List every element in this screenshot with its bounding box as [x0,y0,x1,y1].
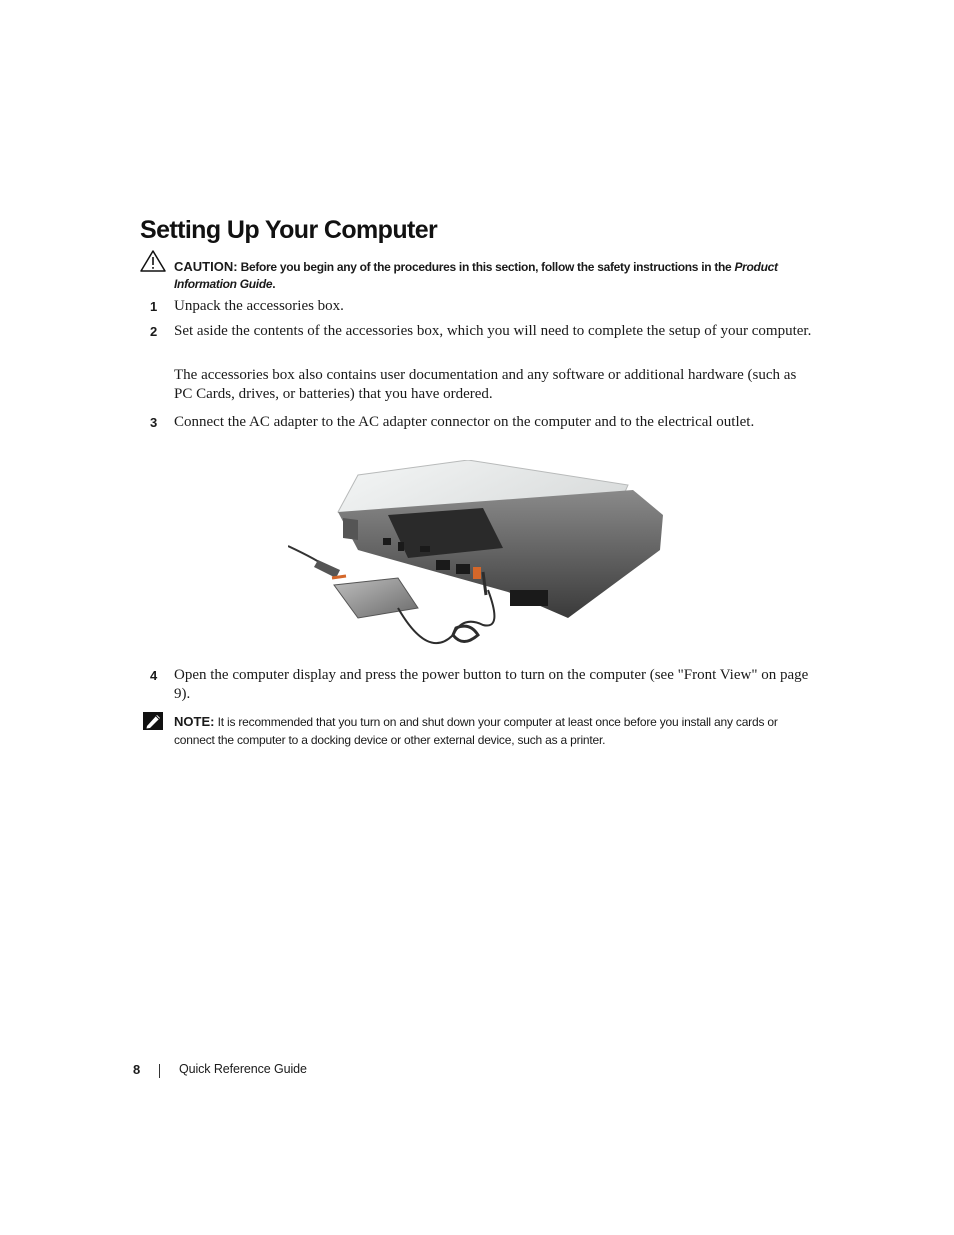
step-number: 2 [150,324,158,339]
laptop-ac-adapter-illustration [288,460,668,650]
caution-icon [140,250,166,272]
step-number: 3 [150,415,158,430]
note-text: It is recommended that you turn on and shut down your computer at least once before you install any cards or connect the computer to a docking device or other external device, such as a printer. [174,715,778,747]
step-detail-text: The accessories box also contains user documentation and any software or additional hardware (such as PC Cards, drives, or batteries) that you have ordered. [174,367,797,402]
step-text: Open the computer display and press the power button to turn on the computer (see "Front View" on page 9). [174,667,809,702]
footer-divider [159,1064,160,1078]
step-text: Unpack the accessories box. [174,298,344,314]
step-text: Connect the AC adapter to the AC adapter connector on the computer and to the electrical outlet. [174,414,755,430]
page-number: 8 [133,1062,141,1077]
caution-end: . [272,277,276,291]
note-notice [174,713,819,749]
step-number: 4 [150,668,158,683]
step-number: 1 [150,299,158,314]
caution-text: Before you begin any of the procedures in this section, follow the safety instructions in the [237,260,735,274]
step-text: Set aside the contents of the accessories box, which you will need to complete the setup of your computer. [174,323,812,339]
footer-title: Quick Reference Guide [179,1062,307,1076]
caution-doc-title: Product Information Guide [174,260,778,291]
note-pencil-icon [142,711,164,731]
caution-label: CAUTION: [174,259,238,274]
caution-notice [174,258,814,293]
page-heading: Setting Up Your Computer [140,216,438,244]
note-label: NOTE: [174,714,215,729]
